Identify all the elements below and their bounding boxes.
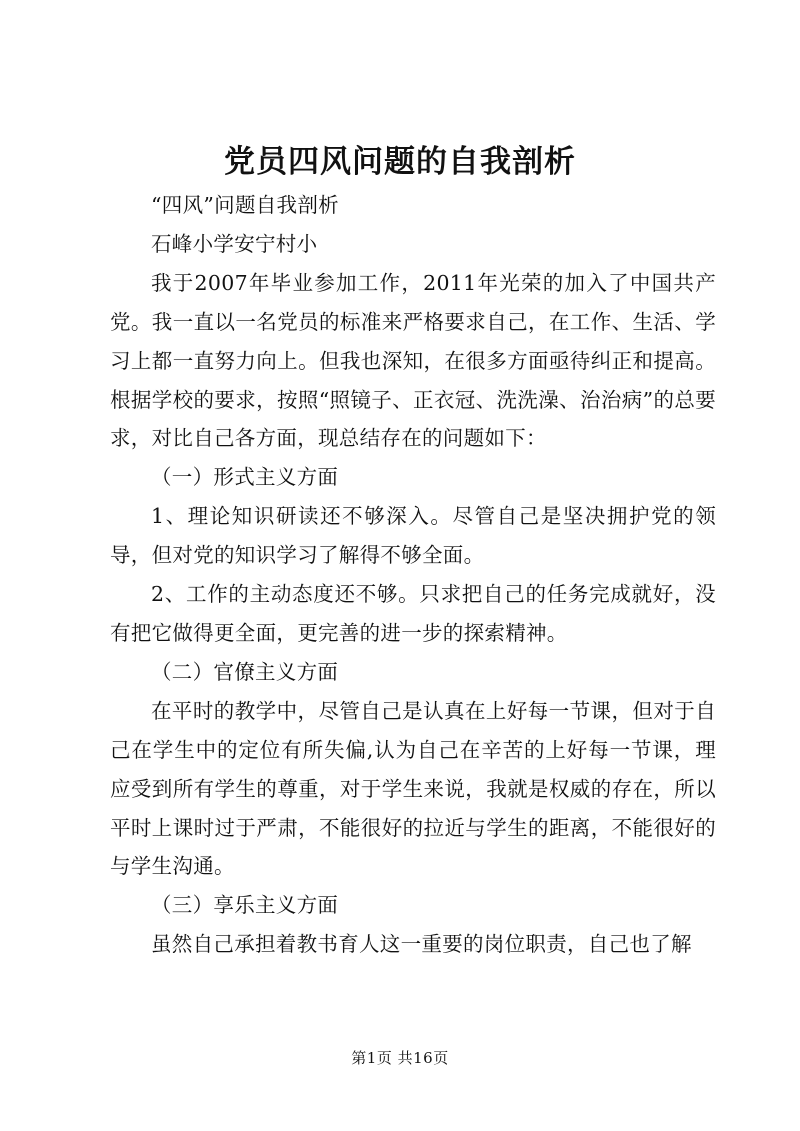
body-paragraph: 2、工作的主动态度还不够。只求把自己的任务完成就好，没有把它做得更全面，更完善的进一步的探索精神。 [110,582,716,645]
page-number-footer: 第1页 共16页 [351,1049,449,1067]
body-paragraph: 在平时的教学中，尽管自己是认真在上好每一节课，但对于自己在学生中的定位有所失偏,认为自己在辛苦的上好每一节课，理应受到所有学生的尊重，对于学生来说，我就是权威的存在，所以平时上课时过于严肃，不能很好的拉近与学生的距离，不能很好的与学生沟通。 [110,698,716,879]
body-paragraph: 1、理论知识研读还不够深入。尽管自己是坚决拥护党的领导，但对党的知识学习了解得不够全面。 [110,504,716,568]
body-paragraph: 我于2007年毕业参加工作，2011年光荣的加入了中国共产党。我一直以一名党员的标准来严格要求自己，在工作、生活、学习上都一直努力向上。但我也深知，在很多方面亟待纠正和提高。根据学校的要求，按照“照镜子、正衣冠、洗洗澡、治治病”的总要求，对比自己各方面，现总结存在的问题如下： [110,270,716,451]
body-paragraph: 虽然自己承担着教书育人这一重要的岗位职责，自己也了解 [151,932,692,957]
section-heading: “四风”问题自我剖析 [151,193,339,217]
subsection-heading: （一）形式主义方面 [151,465,339,490]
document-title: 党员四风问题的自我剖析 [224,144,576,180]
subsection-heading: （二）官僚主义方面 [151,659,339,684]
subsection-heading: （三）享乐主义方面 [151,893,339,918]
author-affiliation: 石峰小学安宁村小 [151,231,318,256]
document-body [110,186,716,964]
